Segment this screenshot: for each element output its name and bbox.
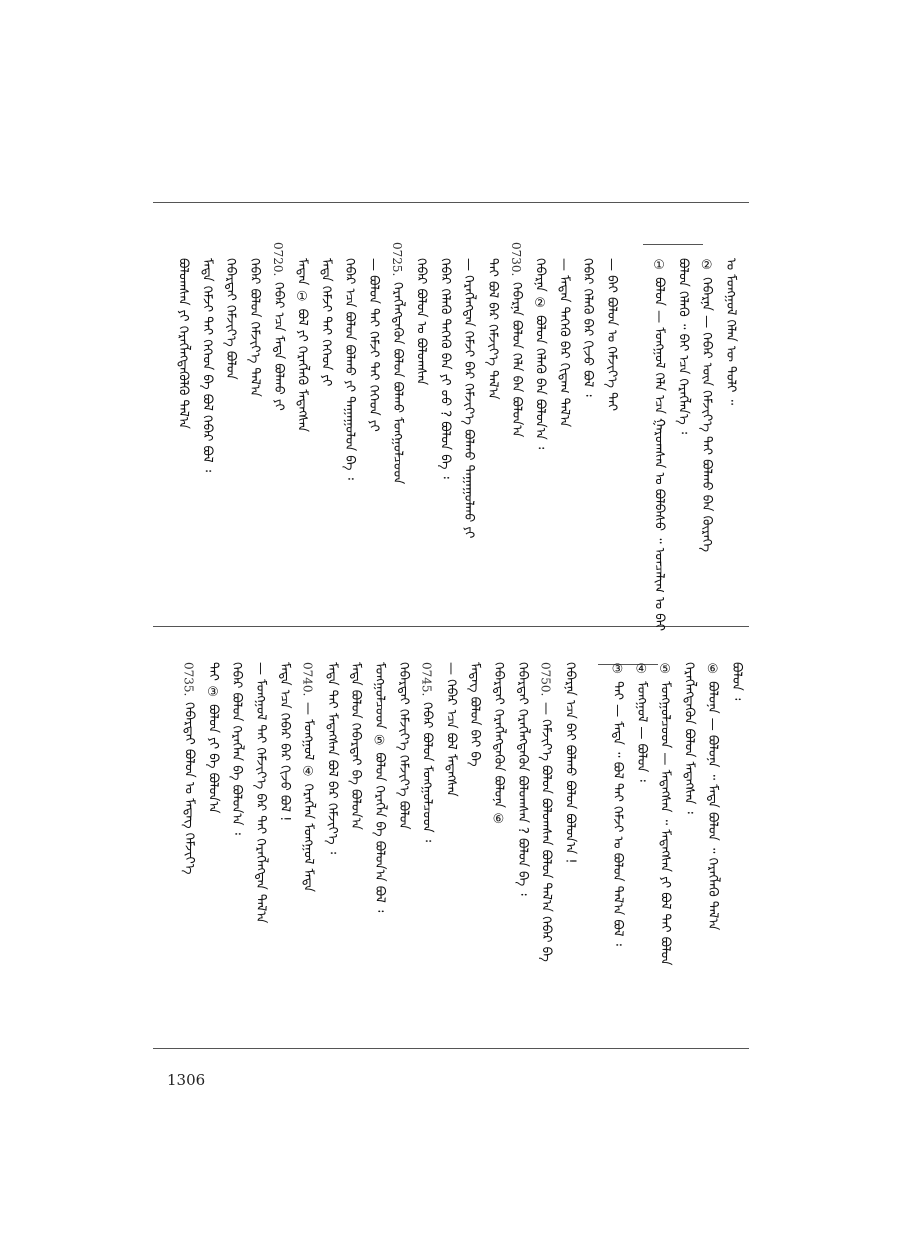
text-column: — ᠬᠡᠷᠡᠭᠯᠡᠭᠳᠡᠨ ᠬᠡᠮᠵᠢ ᠪᠡᠷ ᠬᠡᠮᠵᠢᠶ᠎ᠡ ᠪᠣᠯᠬᠤ ᠳᠠᠭᠠᠭᠤᠯᠬᠤ ᠶᠢ: [461, 258, 477, 539]
text-column: ᠬᠡᠷᠡᠭᠯᠡᠭᠳᠡᠭᠦᠨ ᠪᠣᠯᠤᠨ ᠪᠣᠯᠬᠤ ᠮᠣᠩᠭᠣᠯᠴᠤᠳ: [389, 282, 405, 485]
text-column: — ᠮᠣᠩᠭᠣᠯ ᠲᠡᠢ ᠬᠡᠮᠵᠢᠶ᠎ᠡ ᠪᠡᠷ ᠲᠡᠢ ᠬᠡᠷᠡᠭᠯᠡᠭᠳᠡᠨ ᠲᠠᠯ᠎ᠠ: [253, 662, 268, 924]
text-column: ᠮᠡᠳᠡ ᠪᠣᠯᠤᠨ ᠬᠡᠪᠡᠷᠲᠡᠢ ᠪᠡ ᠪᠣᠯᠤᠨ᠎ᠠ: [348, 662, 364, 830]
text-column: ᠲᠠᠢ ᠪᠣᠯ ᠪᠡᠷ ᠬᠡᠮᠵᠢᠶ᠎ᠡ ᠲᠠᠯ᠎ᠠ: [485, 258, 500, 400]
text-column: ① ᠪᠣᠯᠤᠨ — ᠮᠣᠩᠭᠣᠯ ᠬᠡᠯᠡ ᠡᠴᠡ ᠭᠠᠷᠤᠭᠰᠠᠨ ᠣ ᠪᠣᠯᠪᠠᠰᠤ ᠃ ᠣᠨᠴᠠᠯᠢᠭ ᠣ ᠪᠠᠢ: [651, 258, 667, 632]
line-number: 0720.: [270, 242, 285, 277]
lower-notes-separator: [598, 664, 658, 665]
line-number: 0750.: [538, 662, 553, 697]
page-number: 1306: [167, 1071, 206, 1089]
text-column: — ᠪᠣᠯᠤᠨ ᠲᠡᠢ ᠬᠡᠮᠵᠢ ᠲᠡᠢ ᠬᠡᠭᠡᠳ ᠶᠢ: [366, 258, 381, 432]
text-column: ᠬᠡᠪᠡᠷᠲᠡᠢ ᠬᠡᠮᠵᠢᠶ᠎ᠡ ᠬᠡᠮᠵᠢᠶ᠎ᠡ ᠪᠣᠯᠤᠨ: [395, 662, 411, 830]
line-number: 0735.: [181, 662, 196, 697]
text-column: ᠪᠣᠯᠤᠨ ᠬᠡᠯᠡᠬᠦ ᠃ ᠪᠠᠢ ᠡᠴᠡ ᠬᠡᠷᠡᠭᠯᠡᠨ᠎ᠡ ᠄: [675, 258, 691, 435]
text-column: ᠬᠡᠪᠡᠷ ᠬᠡᠯᠡᠬᠦ ᠪᠡᠷ ᠬᠢᠵᠦ ᠪᠣᠯ ᠄: [580, 258, 596, 397]
text-column: — ᠮᠣᠩᠭᠣᠯ ④ ᠬᠡᠷᠡᠭᠯᠡᠨ ᠮᠣᠩᠭᠣᠯ ᠮᠡᠳᠡ: [300, 702, 316, 893]
text-column: ᠬᠡᠪᠡᠷᠲᠡᠢ ᠬᠡᠷᠡᠭᠯᠡᠭᠳᠡᠭᠦᠨ ᠪᠣᠯᠤᠭᠰᠠᠨ ? ᠪᠣᠯᠤᠨ ᠪᠡ ᠄: [514, 662, 530, 896]
line-number: 0730.: [508, 242, 523, 277]
text-column: ᠬᠡᠪᠡᠷᠨᠡ ② ᠪᠣᠯᠤᠨ ᠬᠡᠯᠡᠬᠦ ᠪᠡᠨ ᠪᠣᠯᠤᠨ᠎ᠠ ᠄: [532, 258, 548, 450]
text-column: ᠬᠡᠪᠡᠷᠲᠡᠢ ᠬᠡᠮᠵᠢᠶ᠎ᠡ ᠪᠣᠯᠤᠨ: [223, 258, 239, 380]
text-column: ⑥ ᠪᠣᠯᠤᠨᠠ — ᠪᠣᠯᠤᠨᠠ ᠃ ᠮᠡᠳᠡ ᠪᠣᠯᠤᠨ ᠃ ᠬᠡᠷᠡᠭᠯᠡᠬᠦ ᠲᠠᠯ᠎ᠠ: [705, 662, 721, 931]
text-column: ᠬᠡᠷᠡᠭᠯᠡᠭᠳᠡᠭᠦᠨ ᠪᠣᠯᠤᠨ ᠮᠡᠳᠡᠭᠰᠡᠨ ᠄: [681, 662, 697, 814]
text-column: ᠮᠡᠳᠡ ᠬᠡᠮᠵᠢ ᠲᠡᠢ ᠬᠡᠭᠡᠳ ᠪᠡ ᠪᠣᠯ ᠬᠡᠪᠡᠷ ᠪᠣᠯ ᠄: [199, 258, 215, 472]
text-column: ᠬᠡᠪᠡᠷ ᠡᠴᠡ ᠪᠣᠯᠤᠨ ᠪᠣᠯᠬᠤ ᠶᠢ ᠳᠠᠭᠠᠭᠤᠯᠤᠨ ᠪᠡ ᠄: [342, 258, 358, 480]
line-number: 0725.: [389, 242, 404, 277]
text-column: ⑤ ᠮᠣᠩᠭᠣᠯᠴᠤᠳ — ᠮᠡᠳᠡᠭᠰᠡᠨ ᠃ ᠮᠡᠳᠡᠭᠰᠡᠨ ᠶᠢ ᠪᠣᠯ ᠲᠡᠢ ᠪᠣᠯᠤᠨ: [657, 662, 673, 966]
text-column: ᠮᠡᠳᠡᠨ ① ᠪᠣᠯ ᠶᠢ ᠬᠡᠷᠡᠭᠯᠡᠬᠦ ᠮᠡᠳᠡᠭᠰᠡᠨ: [294, 258, 310, 433]
text-column: ᠣ ᠮᠣᠩᠭᠣᠯ ᠬᠡᠯᠡᠨ ᠦ ᠳᠤᠯᠢ ᠃: [723, 258, 738, 406]
text-column: ᠬᠡᠪᠡᠷᠲᠡᠢ ᠪᠣᠯᠤᠨ ᠣ ᠮᠡᠳᠡᠭ ᠬᠡᠮᠵᠢᠶ᠎ᠡ: [181, 702, 197, 875]
text-column: ᠮᠡᠳᠡ ᠡᠴᠡ ᠬᠡᠪᠡᠷ ᠪᠡᠷ ᠬᠢᠵᠦ ᠪᠣᠯ !: [276, 662, 292, 822]
bottom-rule: [153, 1048, 749, 1049]
line-number: 0740.: [300, 662, 315, 697]
text-column: ③ ᠲᠡᠢ — ᠮᠡᠳᠡ ᠃ ᠪᠣᠯ ᠲᠡᠢ ᠬᠡᠮᠵᠢ ᠣ ᠪᠣᠯᠤᠨ ᠲᠠᠯ᠎ᠠ ᠪᠣᠯ ᠄: [610, 662, 625, 946]
top-rule: [153, 202, 749, 203]
text-column: ᠮᠡᠳᠡ ᠲᠡᠢ ᠮᠡᠳᠡᠭᠰᠡᠨ ᠪᠣᠯ ᠪᠡᠷ ᠬᠡᠮᠵᠢᠶ᠎ᠡ ᠄: [324, 662, 340, 855]
text-column: ᠲᠡᠢ ③ ᠪᠣᠯᠤᠨ ᠶᠢ ᠪᠡ ᠪᠣᠯᠤᠨ᠎ᠠ: [205, 662, 221, 814]
text-column: — ᠪᠠᠢ ᠪᠣᠯᠤᠨ ᠣ ᠬᠡᠮᠵᠢᠶ᠎ᠡ ᠲᠠᠢ: [604, 258, 619, 412]
text-column: ᠮᠡᠳᠡ ᠬᠡᠮᠵᠢ ᠲᠡᠢ ᠬᠡᠭᠡᠳ ᠶᠢ: [318, 258, 334, 387]
text-column: ᠬᠡᠪᠡᠷᠨᠡ ᠡᠴᠡ ᠪᠠᠢ ᠪᠣᠯᠬᠤ ᠪᠣᠯᠤᠨ ᠪᠣᠯᠤᠨ᠎ᠠ !: [562, 662, 578, 864]
text-column: ② ᠬᠡᠪᠡᠷᠨᠡ — ᠬᠡᠪᠡᠷ ᠦᠨ ᠬᠡᠮᠵᠢᠶ᠎ᠡ ᠲᠠᠢ ᠪᠣᠯᠬᠤ ᠪᠠᠨ ᠬᠦᠷᠡᠭᠡ: [699, 258, 715, 552]
text-column: ᠬᠡᠪᠡᠷ ᠪᠣᠯᠤᠨ ᠬᠡᠷᠡᠭᠯᠡᠨ ᠪᠡ ᠪᠣᠯᠤᠨ᠎ᠠ ᠄: [229, 662, 245, 835]
text-column: ᠬᠡᠪᠡᠷ ᠪᠣᠯᠤᠨ ᠮᠣᠩᠭᠣᠯᠴᠤᠳ ᠄: [419, 702, 435, 843]
text-column: ᠬᠡᠪᠡᠷ ᠪᠣᠯᠤᠨ ᠬᠡᠮᠵᠢᠶ᠎ᠡ ᠲᠠᠯ᠎ᠠ: [247, 258, 262, 397]
line-number: 0745.: [419, 662, 434, 697]
text-column: ④ ᠮᠣᠩᠭᠣᠯ — ᠪᠣᠯᠤᠨ ᠄: [633, 662, 649, 782]
text-column: ᠪᠣᠯᠤᠭᠰᠠᠨ ᠶᠢ ᠬᠡᠷᠡᠭᠯᠡᠭᠳᠡᠭᠦᠯᠬᠦ ᠲᠠᠯ᠎ᠠ: [175, 258, 191, 429]
text-column: ᠬᠡᠪᠡᠷ ᠬᠡᠯᠡᠬᠦ ᠲᠡᠭᠡᠬᠦ ᠪᠡᠨ ᠶᠢ ᠤᠤ ? ᠪᠣᠯᠤᠨ ᠪᠡ ᠄: [437, 258, 453, 479]
text-column: ᠬᠡᠪᠡᠷᠨᠡ ᠪᠣᠯᠤᠨ ᠬᠡᠯᠡ ᠪᠡᠨ ᠪᠣᠯᠤᠨ᠎ᠠ: [508, 282, 524, 438]
text-column: ᠬᠡᠪᠡᠷ ᠪᠣᠯᠤᠨ ᠣ ᠪᠣᠯᠤᠭᠰᠠᠨ: [413, 258, 429, 386]
text-column: ᠮᠡᠳᠡᠭ ᠪᠣᠯᠤᠨ ᠪᠠᠢ ᠪᠡ: [467, 662, 483, 767]
text-column: — ᠬᠡᠪᠡᠷ ᠡᠴᠡ ᠪᠣᠯ ᠮᠡᠳᠡᠭᠰᠡᠨ: [443, 662, 459, 797]
text-column: — ᠬᠡᠮᠵᠢᠶ᠎ᠡ ᠪᠣᠯᠤᠨ ᠪᠣᠯᠤᠭᠰᠠᠨ ᠪᠣᠯᠤᠨ ᠲᠠᠯ᠎ᠠ ᠬᠡᠪᠡᠷ ᠪᠡ: [538, 702, 554, 962]
text-column: ᠬᠡᠪᠡᠷᠲᠡᠢ ᠬᠡᠷᠡᠭᠯᠡᠭᠳᠡᠭᠦᠨ ᠪᠣᠯᠤᠨᠠ ⑥: [491, 662, 506, 828]
upper-notes-separator: [643, 244, 703, 245]
text-column: ᠬᠡᠪᠡᠷ ᠡᠴᠡ ᠮᠡᠳᠡ ᠪᠣᠯᠬᠤ ᠶᠢ: [270, 282, 286, 411]
text-column: — ᠮᠡᠳᠡᠨ ᠲᠡᠭᠡᠬᠦ ᠪᠡᠷ ᠬᠢᠳᠠᠭ ᠲᠠᠯ᠎ᠠ: [556, 258, 572, 428]
text-column: ᠮᠣᠩᠭᠣᠯᠴᠤᠳ ⑤ ᠪᠣᠯᠤᠨ ᠬᠡᠷᠡᠭᠯᠡ ᠪᠡ ᠪᠣᠯᠤᠨ᠎ᠠ ᠪᠣᠯ ᠄: [372, 662, 387, 913]
text-column: ᠪᠣᠯᠤᠨ ᠄: [729, 662, 744, 701]
